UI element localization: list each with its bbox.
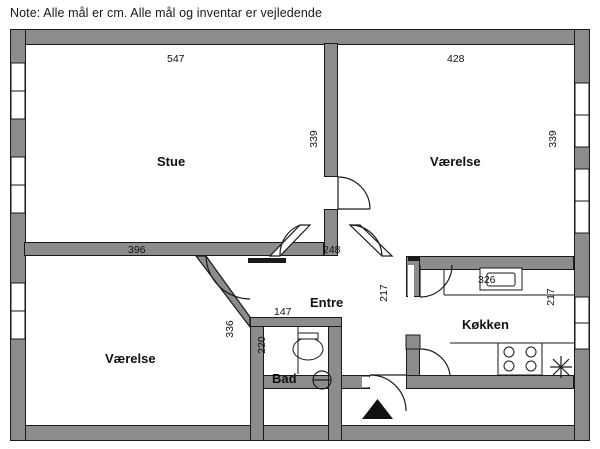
wall-angled-entre-right bbox=[350, 225, 392, 256]
door-kokken-upper bbox=[408, 265, 452, 297]
dimension-339-left: 339 bbox=[307, 130, 320, 148]
room-label-kokken: Køkken bbox=[462, 317, 509, 332]
note-text: Note: Alle mål er cm. Alle mål og inventar er vejledende bbox=[10, 6, 323, 20]
room-label-vaerelse-upper: Værelse bbox=[430, 154, 481, 169]
dimension-220: 220 bbox=[255, 336, 268, 354]
dimension-428: 428 bbox=[447, 53, 465, 65]
room-label-bad: Bad bbox=[272, 371, 297, 386]
wall-angled-left bbox=[196, 256, 250, 327]
door-stue-vaerelse bbox=[338, 177, 370, 209]
floorplan-overlay bbox=[10, 29, 590, 441]
dimension-547: 547 bbox=[167, 53, 185, 65]
star-fixture bbox=[550, 356, 572, 378]
room-label-entre: Entre bbox=[310, 295, 344, 310]
door-entrance bbox=[362, 375, 406, 411]
dimension-339-right: 339 bbox=[546, 130, 559, 148]
dimension-396: 396 bbox=[128, 244, 146, 256]
dimension-336: 336 bbox=[223, 320, 236, 338]
window-left-2 bbox=[11, 157, 25, 213]
window-left-3 bbox=[11, 283, 25, 339]
threshold-kokken bbox=[408, 256, 420, 261]
entrance-arrow-icon bbox=[362, 399, 393, 419]
window-left-1 bbox=[11, 63, 25, 119]
dimension-326: 326 bbox=[478, 274, 496, 286]
window-right-3 bbox=[575, 297, 589, 349]
room-label-vaerelse-lower: Værelse bbox=[105, 351, 156, 366]
stove-fixture bbox=[498, 343, 542, 375]
room-label-stue: Stue bbox=[157, 154, 186, 169]
dimension-217-entre: 217 bbox=[377, 284, 390, 302]
dimension-248: 248 bbox=[323, 244, 341, 256]
door-bad bbox=[313, 371, 331, 389]
door-kokken-lower bbox=[420, 349, 450, 375]
window-right-2 bbox=[575, 169, 589, 233]
floorplan-diagram bbox=[10, 29, 590, 441]
threshold-stue bbox=[248, 258, 286, 263]
door-vaerelse-lower bbox=[206, 256, 250, 299]
dimension-147: 147 bbox=[274, 306, 292, 318]
dimension-217-kokken: 217 bbox=[544, 288, 557, 306]
window-right-1 bbox=[575, 83, 589, 147]
wall-angled-entre-left bbox=[270, 225, 310, 256]
wall-angled-entre-kokken bbox=[406, 335, 420, 349]
